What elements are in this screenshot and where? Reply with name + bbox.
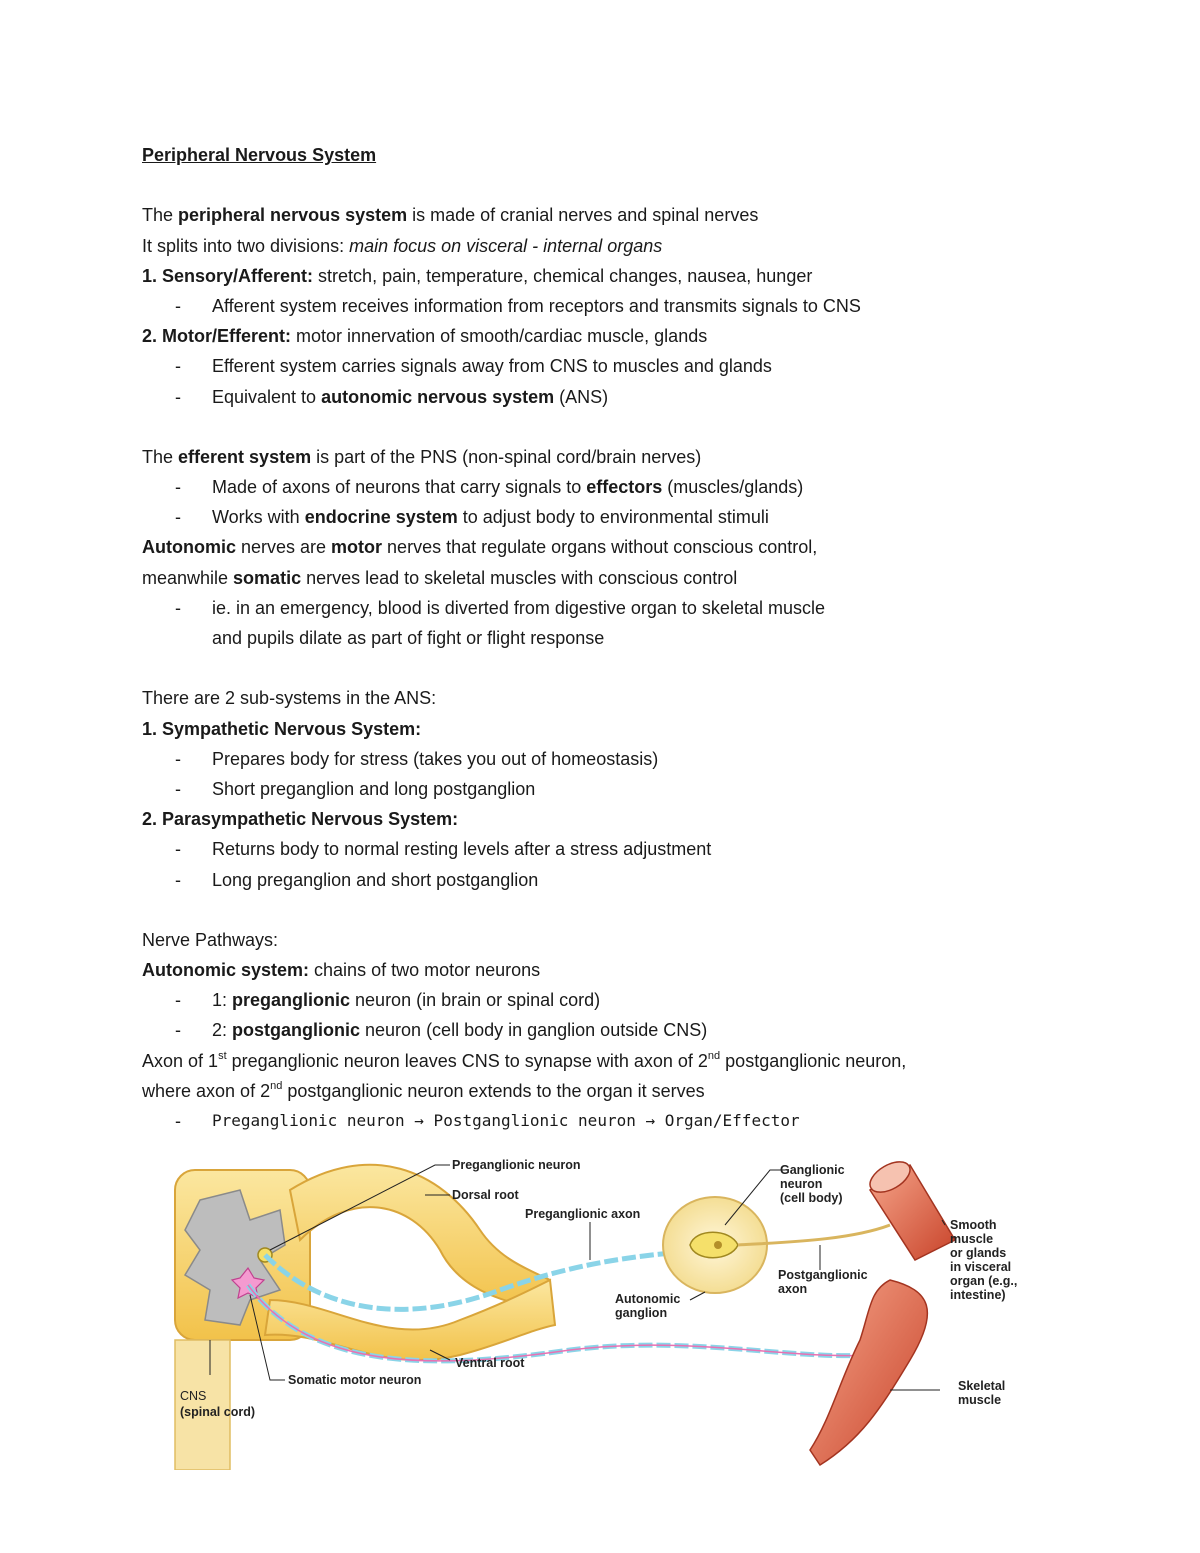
label-somatic-motor-neuron: Somatic motor neuron (288, 1373, 422, 1387)
somatic-paragraph: meanwhile somatic nerves lead to skeletal muscles with conscious control (142, 567, 738, 588)
bullet-item: - Short preganglion and long postganglion (175, 778, 536, 799)
label-cns-2: (spinal cord) (180, 1405, 256, 1419)
autonomic-paragraph: Autonomic nerves are motor nerves that regulate organs without conscious control, (142, 537, 818, 558)
bullet-item: - Preganglionic neuron → Postganglionic neuron → Organ/Effector (175, 1111, 800, 1131)
axon-paragraph-1: Axon of 1st preganglionic neuron leaves CNS to synapse with axon of 2nd postganglionic neuron, (142, 1049, 907, 1071)
label-smooth-muscle-5: organ (e.g., (950, 1274, 1018, 1288)
label-autonomic-ganglion-2: ganglion (615, 1306, 668, 1320)
label-smooth-muscle-2: muscle (950, 1232, 994, 1246)
label-smooth-muscle-3: or glands (950, 1246, 1007, 1260)
label-preganglionic-neuron: Preganglionic neuron (452, 1158, 581, 1172)
sensory-heading: 1. Sensory/Afferent: stretch, pain, temperature, chemical changes, nausea, hunger (142, 265, 813, 286)
bullet-item: - Afferent system receives information from receptors and transmits signals to CNS (175, 295, 861, 316)
bullet-item: - Long preganglion and short postganglion (175, 869, 539, 890)
bullet-item: - ie. in an emergency, blood is diverted from digestive organ to skeletal muscle (175, 597, 825, 618)
label-ganglionic-neuron-2: neuron (780, 1177, 823, 1191)
label-ganglionic-neuron-3: (cell body) (780, 1191, 843, 1205)
bullet-item: - 1: preganglionic neuron (in brain or spinal cord) (175, 990, 601, 1011)
motor-heading: 2. Motor/Efferent: motor innervation of smooth/cardiac muscle, glands (142, 326, 708, 347)
nerve-pathways-heading: Nerve Pathways: (142, 929, 279, 950)
document-body (142, 140, 1082, 1136)
label-preganglionic-axon: Preganglionic axon (525, 1207, 641, 1221)
bullet-item: - Made of axons of neurons that carry signals to effectors (muscles/glands) (175, 477, 804, 498)
divisions-intro: It splits into two divisions: main focus on visceral - internal organs (142, 235, 663, 256)
label-smooth-muscle: Smooth (950, 1218, 997, 1232)
bullet-item: - Works with endocrine system to adjust body to environmental stimuli (175, 507, 769, 528)
label-dorsal-root: Dorsal root (452, 1188, 519, 1202)
visceral-organ (865, 1156, 955, 1260)
bullet-item: - Returns body to normal resting levels after a stress adjustment (175, 839, 712, 860)
label-cns: CNS (180, 1389, 207, 1403)
label-smooth-muscle-6: intestine) (950, 1288, 1006, 1302)
label-postganglionic-axon: Postganglionic (778, 1268, 868, 1282)
label-ganglionic-neuron: Ganglionic (780, 1163, 845, 1177)
subsystems-intro: There are 2 sub-systems in the ANS: (142, 688, 437, 709)
bullet-item: - Efferent system carries signals away from CNS to muscles and glands (175, 356, 772, 377)
sympathetic-heading: 1. Sympathetic Nervous System: (142, 718, 422, 739)
label-postganglionic-axon-2: axon (778, 1282, 808, 1296)
label-autonomic-ganglion: Autonomic (615, 1292, 681, 1306)
bullet-item: - Prepares body for stress (takes you out of homeostasis) (175, 748, 659, 769)
axon-paragraph-2: where axon of 2nd postganglionic neuron extends to the organ it serves (142, 1079, 705, 1101)
bullet-continuation: and pupils dilate as part of fight or flight response (212, 628, 605, 648)
label-skeletal-muscle: Skeletal (958, 1379, 1006, 1393)
label-smooth-muscle-4: in visceral (950, 1260, 1012, 1274)
efferent-paragraph: The efferent system is part of the PNS (non-spinal cord/brain nerves) (142, 446, 702, 467)
label-skeletal-muscle-2: muscle (958, 1393, 1002, 1407)
parasympathetic-heading: 2. Parasympathetic Nervous System: (142, 809, 459, 830)
pns-definition: The peripheral nervous system is made of cranial nerves and spinal nerves (142, 205, 759, 226)
label-ventral-root: Ventral root (455, 1356, 525, 1370)
bullet-item: - Equivalent to autonomic nervous system (ANS) (175, 386, 609, 407)
bullet-item: - 2: postganglionic neuron (cell body in ganglion outside CNS) (175, 1020, 708, 1041)
autonomic-system-heading: Autonomic system: chains of two motor neurons (142, 960, 541, 981)
skeletal-muscle (810, 1280, 927, 1465)
page-title: Peripheral Nervous System (142, 145, 377, 165)
nerve-pathway-diagram (170, 1150, 1050, 1470)
